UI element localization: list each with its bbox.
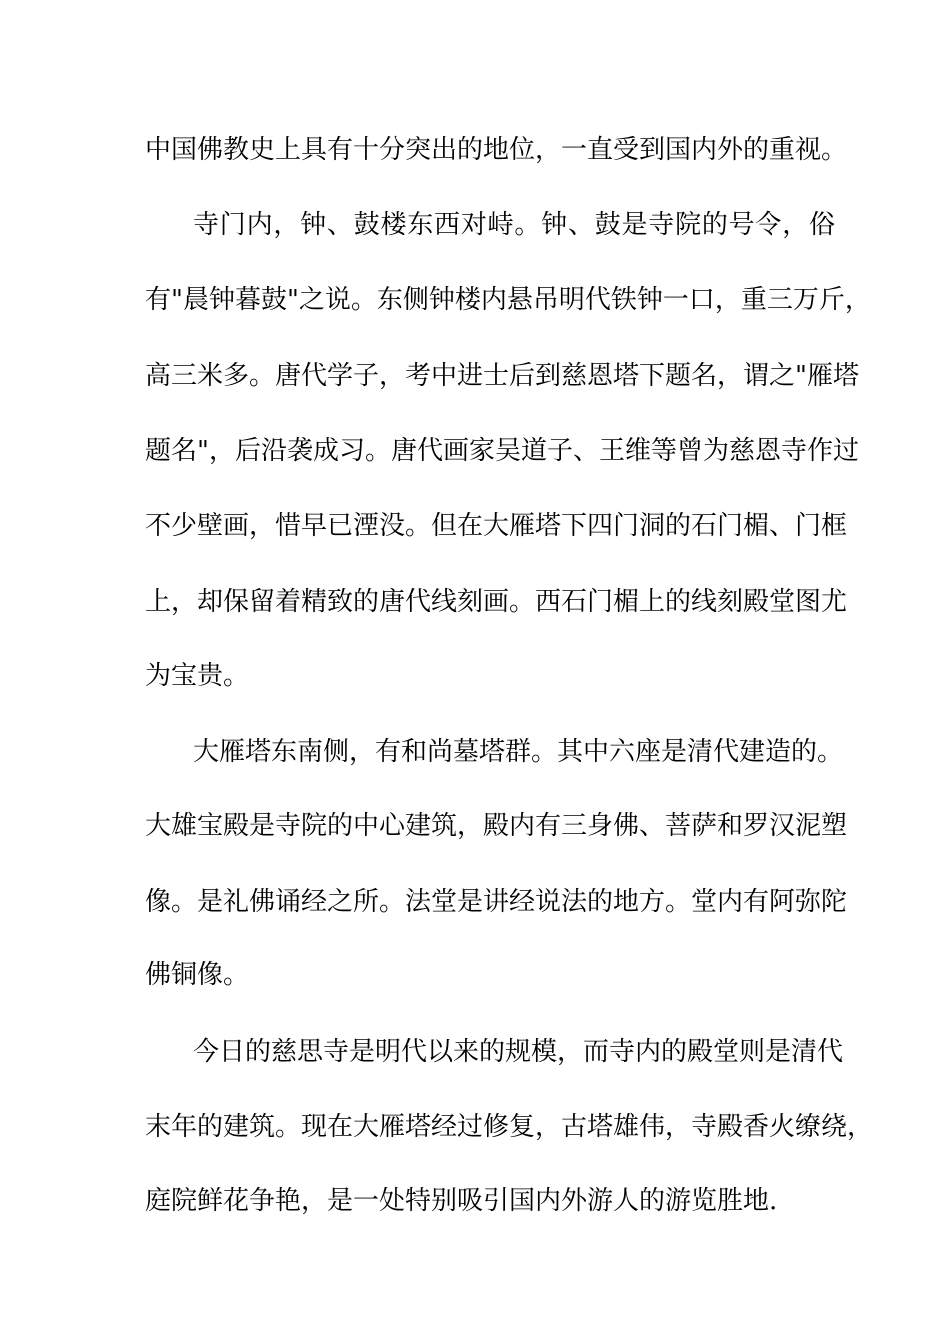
text-line: 上，却保留着精致的唐代线刻画。西石门楣上的线刻殿堂图尤 (145, 587, 848, 617)
paragraph-first-line: 寺门内，钟、鼓楼东西对峙。钟、鼓是寺院的号令，俗 (193, 210, 835, 240)
text-line: 中国佛教史上具有十分突出的地位，一直受到国内外的重视。 (145, 135, 848, 165)
paragraph-first-line: 今日的慈思寺是明代以来的规模，而寺内的殿堂则是清代 (193, 1037, 844, 1067)
text-line: 高三米多。唐代学子，考中进士后到慈恩塔下题名，谓之"雁塔 (145, 361, 859, 391)
text-line: 有"晨钟暮鼓"之说。东侧钟楼内悬吊明代铁钟一口，重三万斤， (145, 285, 871, 315)
text-line: 题名"，后沿袭成习。唐代画家吴道子、王维等曾为慈恩寺作过 (145, 436, 859, 466)
text-line: 佛铜像。 (145, 960, 250, 990)
text-line: 不少壁画，惜早已湮没。但在大雁塔下四门洞的石门楣、门框 (145, 511, 848, 541)
text-line: 末年的建筑。现在大雁塔经过修复，古塔雄伟，寺殿香火缭绕， (145, 1112, 874, 1142)
paragraph-first-line: 大雁塔东南侧，有和尚墓塔群。其中六座是清代建造的。 (193, 737, 844, 767)
text-line: 为宝贵。 (145, 661, 250, 691)
text-line: 像。是礼佛诵经之所。法堂是讲经说法的地方。堂内有阿弥陀 (145, 887, 848, 917)
text-line: 庭院鲜花争艳，是一处特别吸引国内外游人的游览胜地. (145, 1186, 778, 1216)
text-line: 大雄宝殿是寺院的中心建筑，殿内有三身佛、菩萨和罗汉泥塑 (145, 811, 848, 841)
